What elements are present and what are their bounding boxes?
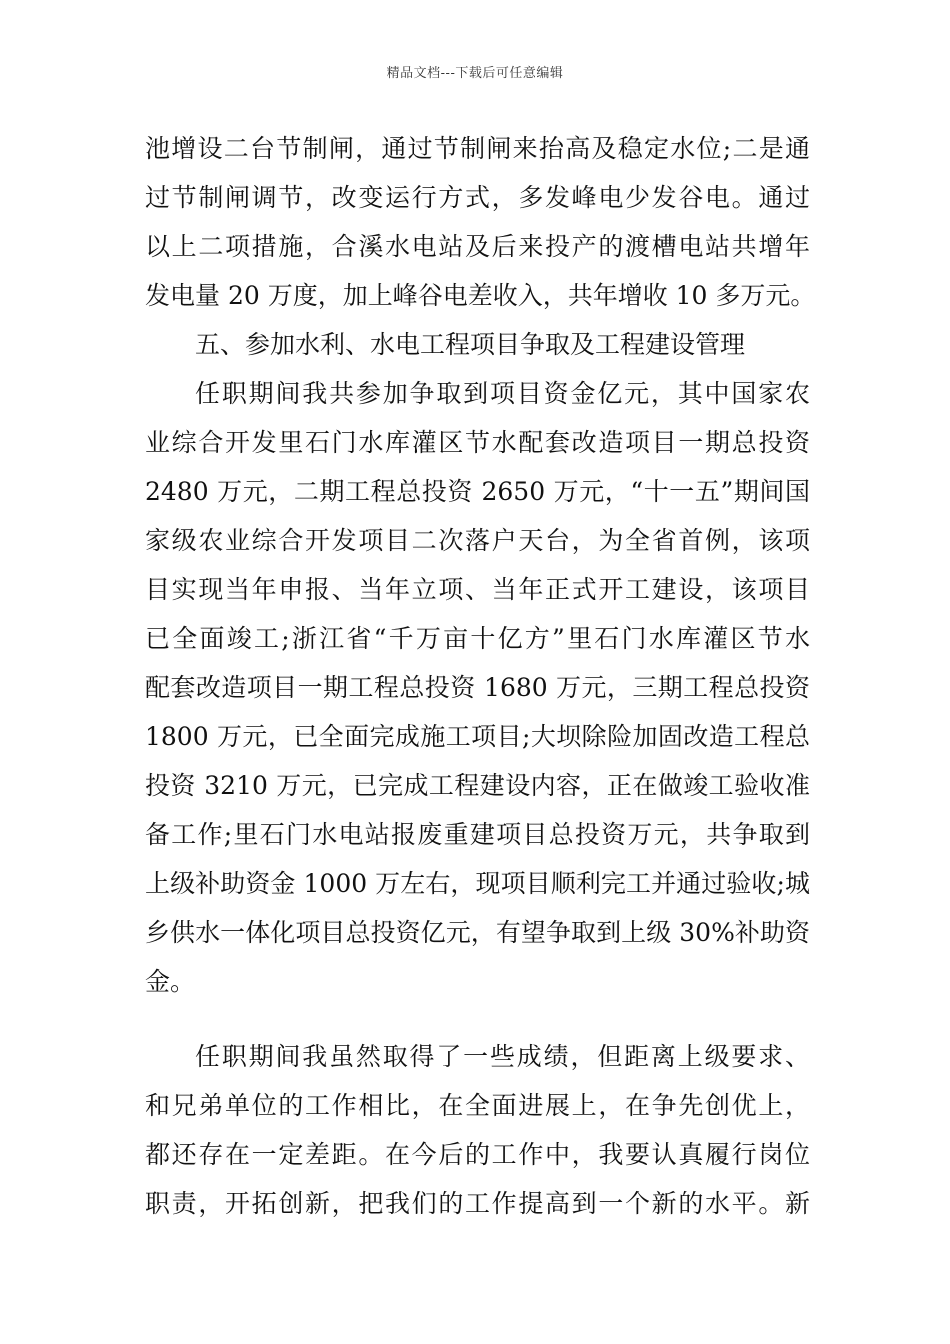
document-body [145, 124, 816, 1228]
paragraph-spacer [145, 1006, 810, 1032]
text-line: 以上二项措施，合溪水电站及后来投产的渡槽电站共增年 [145, 232, 810, 261]
paragraph-continuation [145, 124, 816, 320]
text-line: 2480 万元，二期工程总投资 2650 万元，“十一五”期间国 [145, 477, 810, 506]
page-header: 精品文档---下载后可任意编辑 [386, 66, 564, 81]
paragraph-projects [145, 369, 810, 1006]
text-line: 已全面竣工;浙江省“千万亩十亿方”里石门水库灌区节水 [145, 624, 810, 653]
text-line: 金。 [145, 967, 196, 996]
text-line: 任职期间我虽然取得了一些成绩，但距离上级要求、 [195, 1042, 810, 1071]
text-line: 备工作;里石门水电站报废重建项目总投资万元，共争取到 [145, 820, 810, 849]
text-line: 池增设二台节制闸，通过节制闸来抬高及稳定水位;二是通 [145, 134, 810, 163]
text-line: 1800 万元，已全面完成施工项目;大坝除险加固改造工程总 [145, 722, 810, 751]
text-line: 目实现当年申报、当年立项、当年正式开工建设，该项目 [145, 575, 810, 604]
text-line: 业综合开发里石门水库灌区节水配套改造项目一期总投资 [145, 428, 810, 457]
heading-line: 五、参加水利、水电工程项目争取及工程建设管理 [195, 330, 746, 359]
text-line: 配套改造项目一期工程总投资 1680 万元，三期工程总投资 [145, 673, 810, 702]
text-line: 上级补助资金 1000 万左右，现项目顺利完工并通过验收;城 [145, 869, 810, 898]
text-line: 和兄弟单位的工作相比，在全面进展上，在争先创优上， [145, 1091, 810, 1120]
section-heading [145, 320, 810, 369]
text-line: 发电量 20 万度，加上峰谷电差收入，共年增收 10 多万元。 [145, 281, 816, 310]
text-line: 家级农业综合开发项目二次落户天台，为全省首例，该项 [145, 526, 810, 555]
paragraph-conclusion [145, 1032, 810, 1228]
text-line: 过节制闸调节，改变运行方式，多发峰电少发谷电。通过 [145, 183, 810, 212]
text-line: 任职期间我共参加争取到项目资金亿元，其中国家农 [195, 379, 810, 408]
text-line: 投资 3210 万元，已完成工程建设内容，正在做竣工验收准 [145, 771, 810, 800]
text-line: 乡供水一体化项目总投资亿元，有望争取到上级 30%补助资 [145, 918, 810, 947]
text-line: 都还存在一定差距。在今后的工作中，我要认真履行岗位 [145, 1140, 810, 1169]
text-line: 职责，开拓创新，把我们的工作提高到一个新的水平。新 [145, 1189, 810, 1218]
